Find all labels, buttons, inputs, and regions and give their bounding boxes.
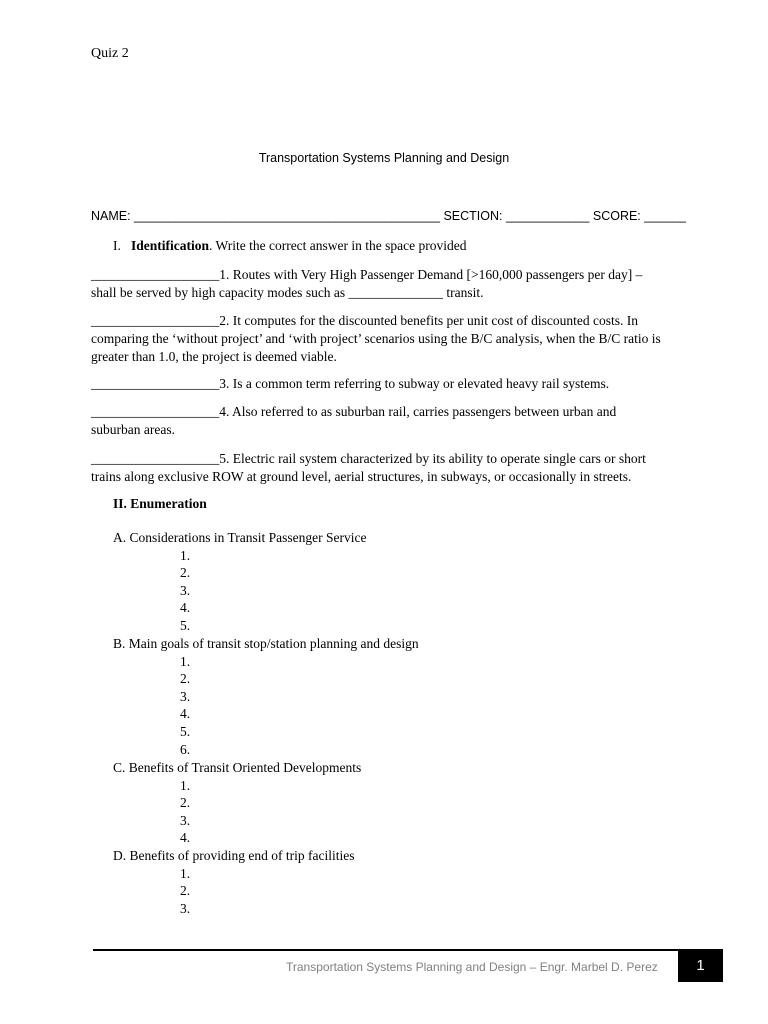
section-field[interactable]: SECTION: ____________	[443, 209, 590, 223]
part2-heading: II. Enumeration	[113, 496, 207, 511]
part1-heading-label: Identification	[131, 238, 210, 253]
identification-item-3	[91, 375, 681, 393]
enumeration-answer-slot[interactable]: 4.	[180, 830, 191, 846]
identification-item-5	[91, 450, 681, 486]
part1-numeral: I.	[113, 238, 121, 253]
enumeration-answer-slot[interactable]: 2.	[180, 795, 191, 811]
enumeration-answer-slot[interactable]: 1.	[180, 865, 191, 881]
item-line: suburban areas.	[91, 422, 175, 437]
footer-rule	[93, 949, 678, 951]
part1-heading	[113, 238, 467, 254]
part1-instruction: . Write the correct answer in the space provided	[209, 238, 467, 253]
enumeration-answer-slot[interactable]: 1.	[180, 547, 191, 563]
item-line: ___________________5. Electric rail system characterized by its ability to operate single cars or short	[91, 451, 646, 466]
enumeration-answer-slot[interactable]: 2.	[180, 565, 191, 581]
enumeration-group-label: D. Benefits of providing end of trip facilities	[113, 848, 355, 863]
enumeration-answer-slot[interactable]: 5.	[180, 618, 191, 633]
enumeration-answer-slot[interactable]: 3.	[180, 688, 191, 704]
item-line: trains along exclusive ROW at ground level, aerial structures, in subways, or occasionally in streets.	[91, 469, 632, 484]
enumeration-group-label: C. Benefits of Transit Oriented Developments	[113, 760, 362, 775]
item-line: ___________________1. Routes with Very High Passenger Demand [>160,000 passengers per day] –	[91, 267, 643, 282]
item-line: greater than 1.0, the project is deemed viable.	[91, 349, 337, 364]
document-title: Transportation Systems Planning and Design	[258, 151, 510, 165]
enumeration-answer-slot[interactable]: 6.	[180, 741, 191, 757]
enumeration-answer-slot[interactable]: 5.	[180, 724, 191, 739]
item-line: shall be served by high capacity modes such as ______________ transit.	[91, 285, 484, 300]
enumeration-answer-slot[interactable]: 3.	[180, 582, 191, 598]
student-info-line	[91, 209, 686, 223]
item-line: comparing the ‘without project’ and ‘with project’ scenarios using the B/C analysis, when the B/C ratio is	[91, 331, 661, 346]
enumeration-answer-slot[interactable]: 4.	[180, 706, 191, 722]
item-line: ___________________4. Also referred to as suburban rail, carries passengers between urban and	[91, 404, 617, 419]
enumeration-answer-slot[interactable]: 1.	[180, 777, 191, 793]
page-number: 1	[678, 949, 723, 982]
enumeration-answer-slot[interactable]: 3.	[180, 900, 191, 916]
name-field[interactable]: NAME: ____________________________________________	[91, 209, 440, 223]
item-line: ___________________2. It computes for the discounted benefits per unit cost of discounted costs. In	[91, 313, 639, 328]
enumeration-group-label: A. Considerations in Transit Passenger Service	[113, 530, 367, 545]
enumeration-answer-slot[interactable]: 2.	[180, 883, 191, 899]
identification-item-1	[91, 266, 681, 302]
footer-text: Transportation Systems Planning and Design – Engr. Marbel D. Perez	[286, 960, 658, 974]
identification-item-4	[91, 403, 681, 439]
score-field[interactable]: SCORE: ______	[592, 209, 686, 223]
quiz-label: Quiz 2	[91, 46, 129, 61]
identification-item-2	[91, 312, 681, 366]
item-line: ___________________3. Is a common term referring to subway or elevated heavy rail systems.	[91, 376, 610, 391]
enumeration-group-label: B. Main goals of transit stop/station planning and design	[113, 636, 419, 651]
enumeration-answer-slot[interactable]: 4.	[180, 600, 191, 616]
enumeration-answer-slot[interactable]: 1.	[180, 653, 191, 669]
enumeration-answer-slot[interactable]: 3.	[180, 812, 191, 828]
enumeration-answer-slot[interactable]: 2.	[180, 671, 191, 687]
